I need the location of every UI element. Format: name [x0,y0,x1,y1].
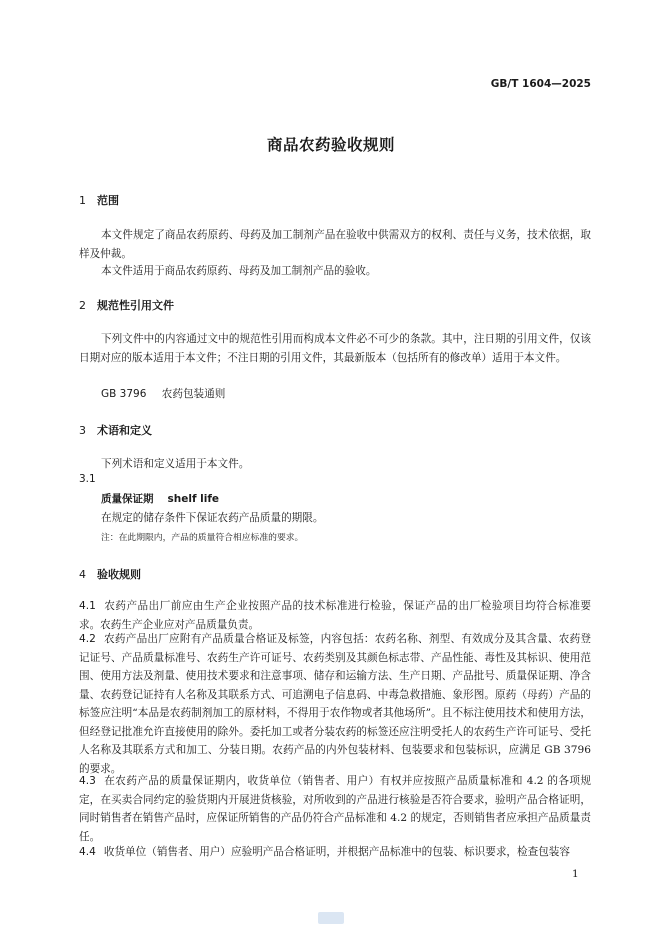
clause-text: 农药产品出厂应附有产品质量合格证及标签，内容包括：农药名称、剂型、有效成分及其含量、农药登记证号、产品质量标准号、农药生产许可证号、农药类别及其颜色标志带、产品性能、毒性及其标识、使用范围、使用方法及剂量、使用技术要求和注意事项、储存和运输方法、生产日期、产品批号、质量保证期、净含量、农药登记证持有人名称及其联系方式、可追溯电子信息码、中毒急救措施、象形图。原药（母药）产品的标签应注明“本品是农药制剂加工的原材料，不得用于农作物或者其他场所”。且不标注使用技术和使用方法，但经登记批准允许直接使用的除外。委托加工或者分装农药的标签还应注明受托人的农药生产许可证号、受托人名称及其联系方式和加工、分装日期。农药产品的内外包装材料、包装要求和包装标识，应满足 GB 3796 的要求。 [79,633,591,775]
section-number: 2 [79,299,86,312]
section-heading-rules [79,566,141,582]
page-title: 商品农药验收规则 [266,136,395,154]
paragraph: 下列术语和定义适用于本文件。 [101,458,250,470]
section-title: 验收规则 [97,568,141,581]
paragraph: 本文件规定了商品农药原药、母药及加工制剂产品在验收中供需双方的权利、责任与义务，技术依据，取样及仲裁。 [79,229,591,260]
term-definition: 在规定的储存条件下保证农药产品质量的期限。 [101,512,324,524]
clause-number: 4.1 [79,600,96,612]
clause-4-1 [79,597,591,634]
standard-number: GB/T 1604—2025 [490,78,591,90]
term-number: 3.1 [79,473,96,485]
clause-4-3 [79,772,591,846]
clause-number: 4.2 [79,633,96,645]
section-title: 术语和定义 [97,424,152,437]
clause-4-4 [79,843,591,862]
watermark-logo [318,912,344,924]
paragraph: 下列文件中的内容通过文中的规范性引用而构成本文件必不可少的条款。其中，注日期的引用文件，仅该日期对应的版本适用于本文件；不注日期的引用文件，其最新版本（包括所有的修改单）适用于本文件。 [79,333,591,364]
paragraph: 本文件适用于商品农药原药、母药及加工制剂产品的验收。 [101,265,377,277]
clause-text: 农药产品出厂前应由生产企业按照产品的技术标准进行检验，保证产品的出厂检验项目均符合标准要求。农药生产企业应对产品质量负责。 [79,600,591,631]
section-number: 1 [79,194,86,207]
term-chinese: 质量保证期 [101,493,154,505]
clause-text: 收货单位（销售者、用户）应验明产品合格证明，并根据产品标准中的包装、标识要求，检查包装容 [103,846,570,858]
section-title: 规范性引用文件 [97,299,174,312]
reference-code: GB 3796 [101,388,147,400]
reference-title: 农药包装通则 [161,388,226,400]
clause-4-2 [79,630,591,778]
term-entry [101,491,219,506]
term-note: 注：在此期限内，产品的质量符合相应标准的要求。 [101,533,304,543]
normative-reference [101,386,225,401]
clause-number: 4.4 [79,846,96,858]
section-title: 范围 [97,194,119,207]
section-heading-scope [79,192,119,208]
section-number: 4 [79,568,86,581]
section-number: 3 [79,424,86,437]
clause-number: 4.3 [79,775,96,787]
section-heading-normative [79,297,174,313]
term-english: shelf life [167,493,220,505]
section-heading-terms [79,422,152,438]
page-number: 1 [572,868,579,880]
clause-text: 在农药产品的质量保证期内，收货单位（销售者、用户）有权并应按照产品质量标准和 4.2 的各项规定，在买卖合同约定的验货期内开展进货核验，对所收到的产品进行核验是否符合要求，验明产品合格证明，同时销售者在销售产品时，应保证所销售的产品仍符合产品标准和 4.2 的规定，否则销售者应承担产品质量责任。 [79,775,591,843]
